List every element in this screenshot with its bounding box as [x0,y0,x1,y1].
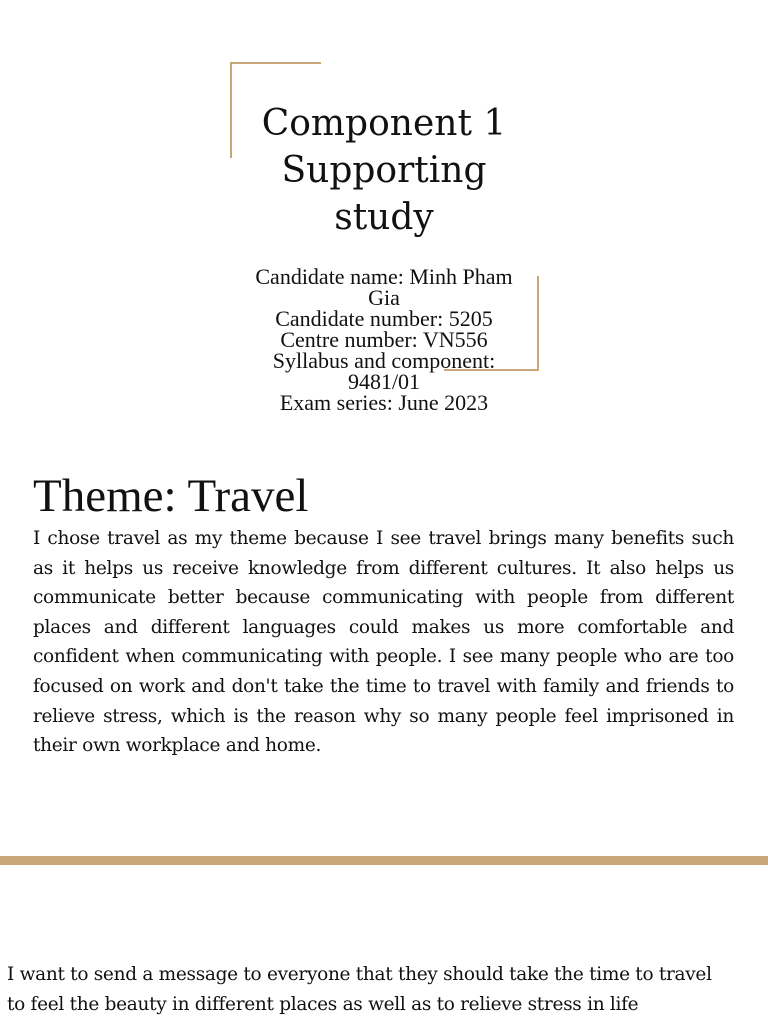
theme-heading: Theme: Travel [33,470,309,522]
theme-paragraph: I chose travel as my theme because I see travel brings many benefits such as it helps us receive knowledge from different cultures. It also helps us communicate better because communicating with people from different places and different languages could makes us more comfortable and confident when communicating with people. I see many people who are too focused on work and don't take the time to travel with family and friends to relieve stress, which is the reason why so many people feel imprisoned in their own workplace and home. [33,528,734,757]
exam-series: Exam series: June 2023 [279,390,489,415]
decorative-corner-top-left-horizontal [230,62,321,64]
decorative-corner-top-left-vertical [230,62,232,158]
centre-number: Centre number: VN556 [280,327,488,352]
section-divider [0,856,768,865]
candidate-number: Candidate number: 5205 [275,306,493,331]
syllabus-component: Syllabus and component: 9481/01 [272,348,496,394]
decorative-corner-bottom-right-vertical [537,276,539,371]
candidate-info [244,266,524,413]
message-paragraph: I want to send a message to everyone that they should take the time to travel to feel the beauty in different places as well as to relieve stress in life [7,964,712,1015]
candidate-name: Candidate name: Minh Pham Gia [255,264,513,310]
document-title: Component 1 Supporting study [261,103,507,238]
